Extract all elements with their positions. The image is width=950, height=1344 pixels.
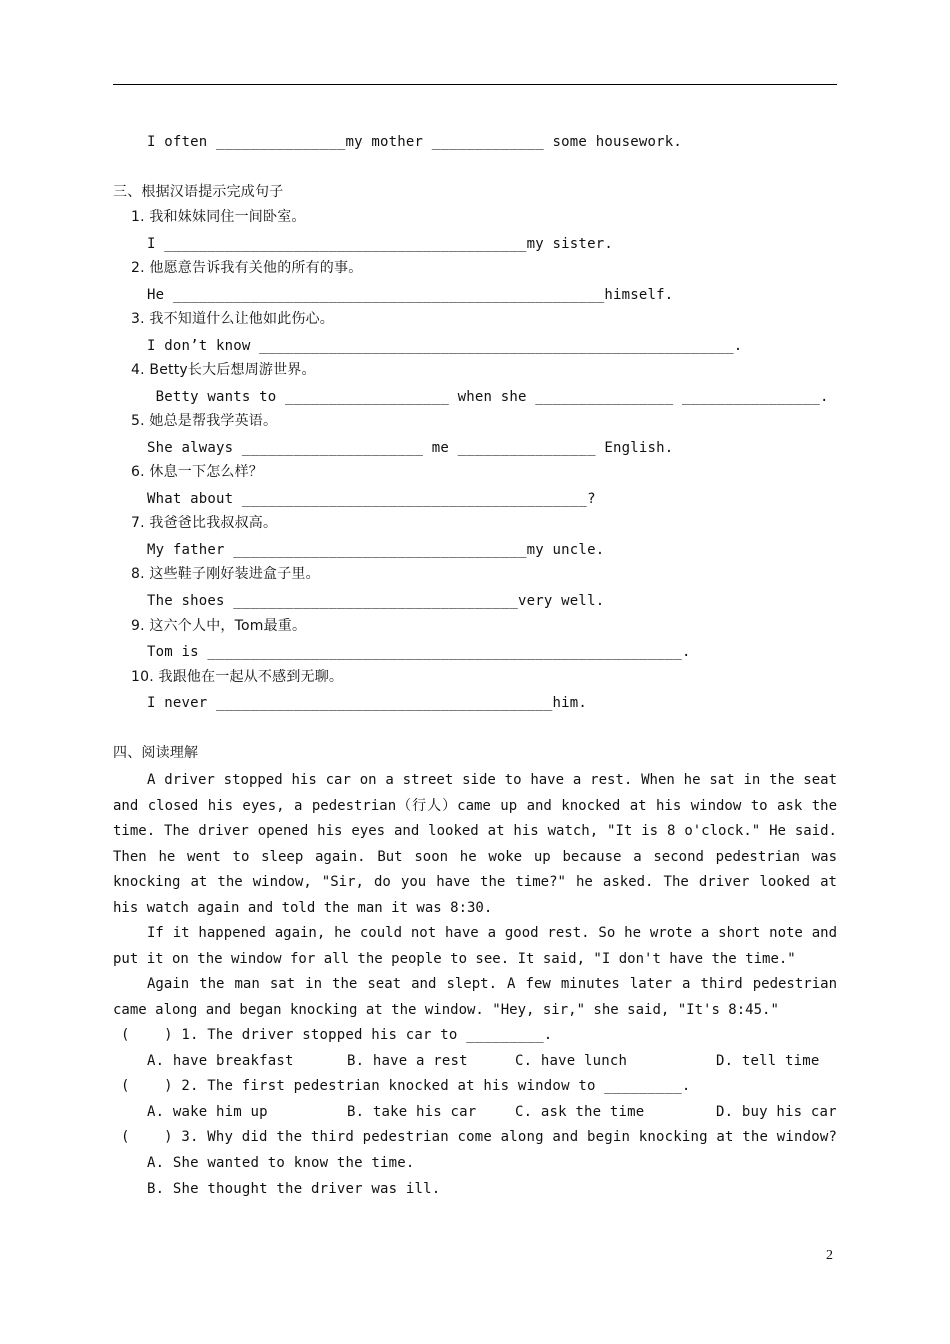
- item-1-chinese: 1. 我和妹妹同住一间卧室。: [131, 209, 306, 225]
- top-sentence: I often _______________my mother _____________ some housework.: [147, 134, 682, 150]
- question-1-stem: ( ) 1. The driver stopped his car to _________.: [121, 1027, 553, 1043]
- item-5-english: She always _____________________ me ________________ English.: [147, 440, 674, 456]
- item-7-chinese: 7. 我爸爸比我叔叔高。: [131, 515, 278, 531]
- question-1-option-a: A. have breakfast: [147, 1053, 294, 1069]
- question-2-option-c: C. ask the time: [515, 1104, 645, 1120]
- question-1-option-d: D. tell time: [716, 1053, 820, 1069]
- item-10-english: I never _______________________________________him.: [147, 695, 588, 711]
- page-number: 2: [826, 1248, 833, 1263]
- item-4-english: Betty wants to ___________________ when she ________________ ________________.: [147, 389, 829, 405]
- question-2-option-d: D. buy his car: [716, 1104, 837, 1120]
- item-10-chinese: 10. 我跟他在一起从不感到无聊。: [131, 669, 344, 685]
- item-3-english: I don’t know _______________________________________________________.: [147, 338, 743, 354]
- passage-paragraph-1: A driver stopped his car on a street side to have a rest. When he sat in the seat and closed his eyes, a pedestrian（行人）came up and knocked at his window to ask the time. The driver opened his eyes and looked at his watch, "It is 8 o'clock." He said. Then he went to sleep again. But soon he woke up because a second pedestrian was knocking at the window, "Sir, do you have the time?" he asked. The driver looked at his watch again and told the man it was 8:30.: [113, 772, 837, 916]
- passage-paragraph-2: If it happened again, he could not have a good rest. So he wrote a short note and put it on the window for all the people to see. It said, "I don't have the time.": [113, 925, 837, 967]
- question-2-option-a: A. wake him up: [147, 1104, 268, 1120]
- passage-paragraph-3: Again the man sat in the seat and slept. A few minutes later a third pedestrian came along and began knocking at the window. "Hey, sir," she said, "It's 8:45.": [113, 976, 837, 1018]
- section-3-heading: 三、根据汉语提示完成句子: [113, 184, 284, 200]
- item-4-chinese: 4. Betty长大后想周游世界。: [131, 362, 316, 378]
- item-8-english: The shoes _________________________________very well.: [147, 593, 605, 609]
- question-3-option-b: B. She thought the driver was ill.: [147, 1181, 441, 1197]
- section-4-heading: 四、阅读理解: [113, 745, 199, 761]
- item-2-english: He __________________________________________________himself.: [147, 287, 674, 303]
- item-9-chinese: 9. 这六个人中，Tom最重。: [131, 618, 307, 634]
- question-2-stem: ( ) 2. The first pedestrian knocked at his window to _________.: [121, 1078, 691, 1094]
- item-5-chinese: 5. 她总是帮我学英语。: [131, 413, 278, 429]
- reading-passage: [113, 768, 837, 1023]
- item-1-english: I __________________________________________my sister.: [147, 236, 613, 252]
- question-1-option-c: C. have lunch: [515, 1053, 628, 1069]
- item-8-chinese: 8. 这些鞋子刚好装进盒子里。: [131, 566, 320, 582]
- item-9-english: Tom is _______________________________________________________.: [147, 644, 691, 660]
- question-3-stem: ( ) 3. Why did the third pedestrian come along and begin knocking at the window?: [121, 1129, 838, 1145]
- item-7-english: My father __________________________________my uncle.: [147, 542, 605, 558]
- item-2-chinese: 2. 他愿意告诉我有关他的所有的事。: [131, 260, 363, 276]
- item-6-chinese: 6. 休息一下怎么样？: [131, 464, 264, 480]
- header-rule: [113, 84, 837, 85]
- item-3-chinese: 3. 我不知道什么让他如此伤心。: [131, 311, 335, 327]
- item-6-english: What about ________________________________________?: [147, 491, 596, 507]
- question-3-option-a: A. She wanted to know the time.: [147, 1155, 415, 1171]
- question-1-option-b: B. have a rest: [347, 1053, 468, 1069]
- question-2-option-b: B. take his car: [347, 1104, 477, 1120]
